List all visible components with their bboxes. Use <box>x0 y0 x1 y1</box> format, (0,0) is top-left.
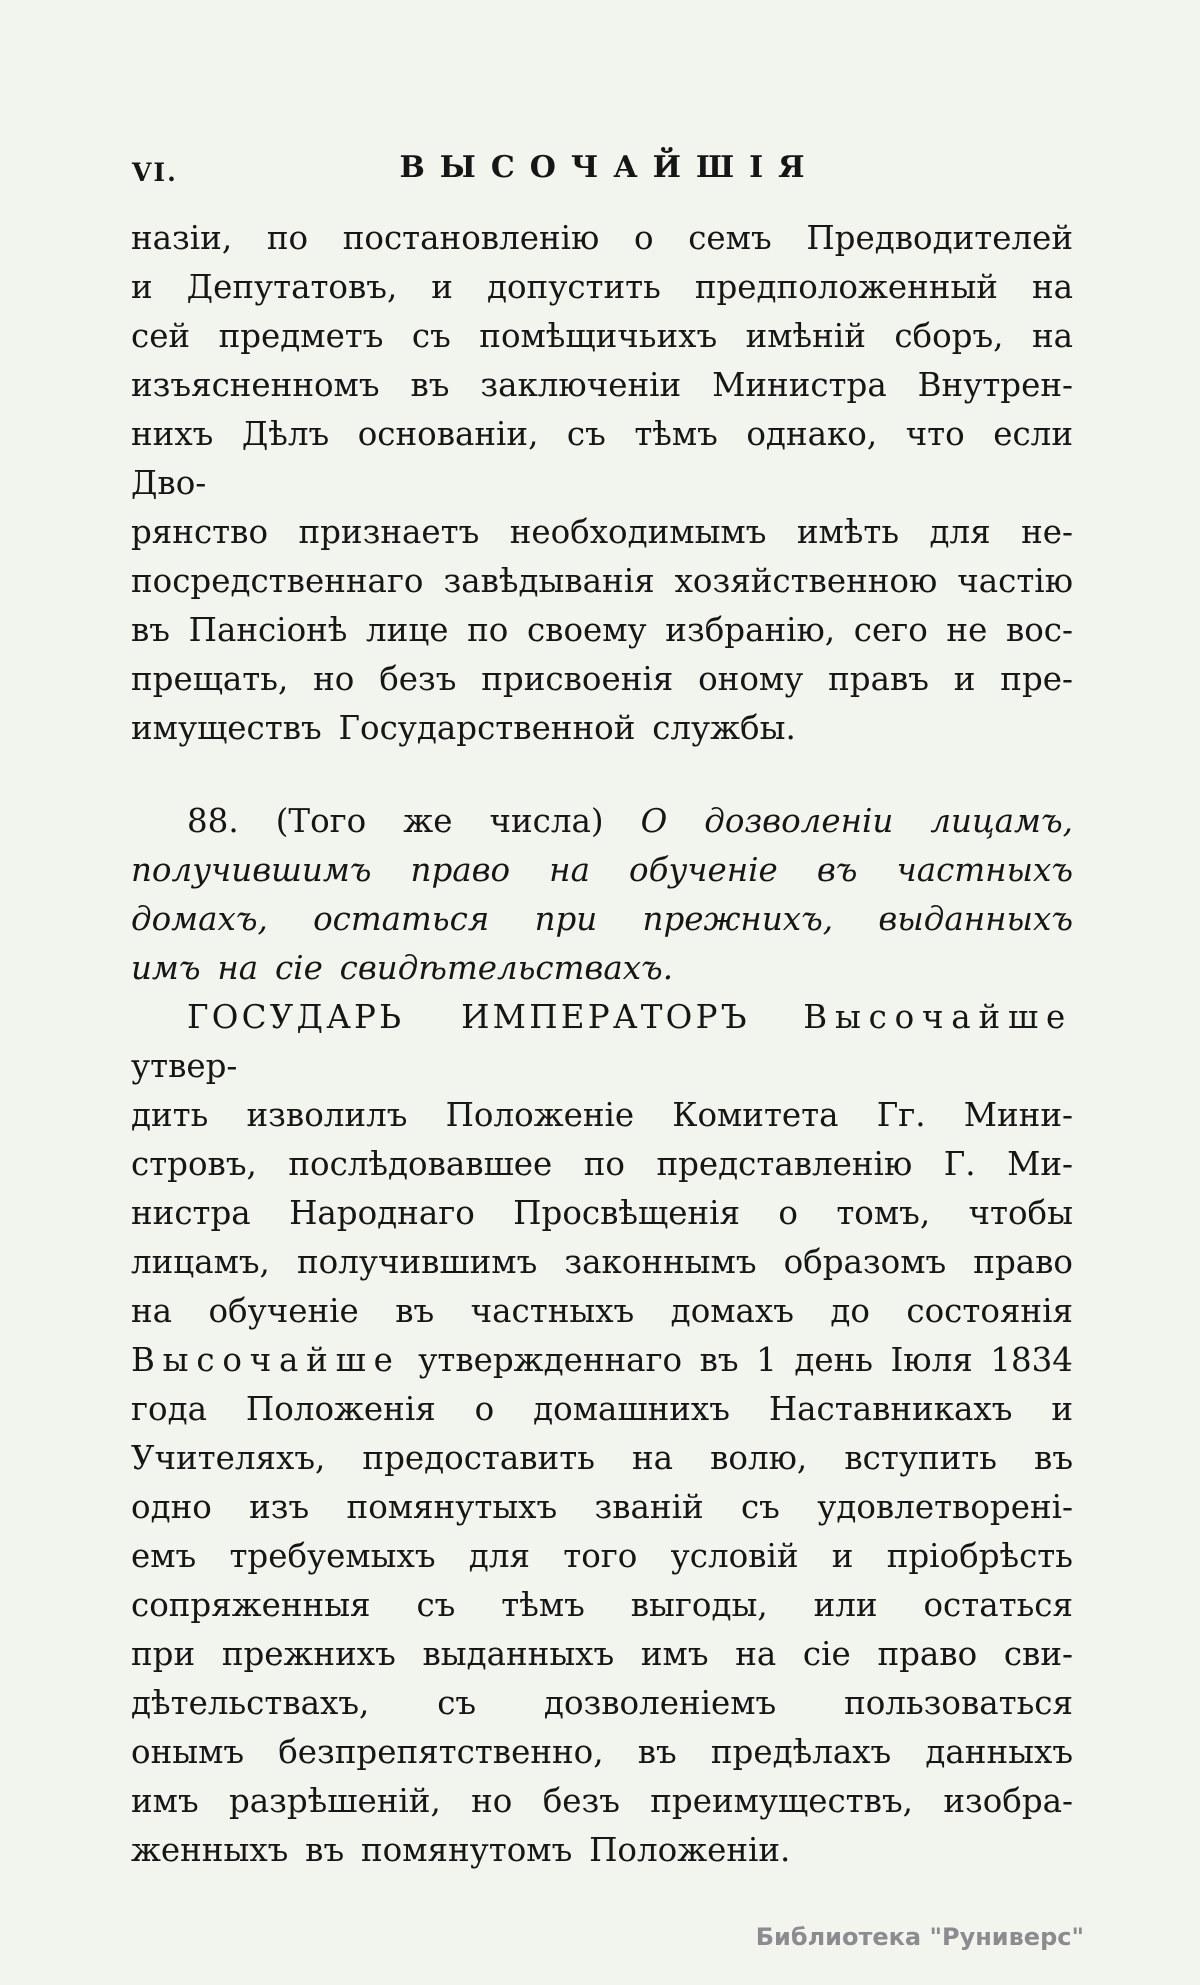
text-line: дѣтельствахъ, съ дозволеніемъ пользоваться <box>131 1684 1073 1722</box>
body-text <box>131 214 1073 1875</box>
text-line: женныхъ въ помянутомъ Положеніи. <box>131 1831 791 1869</box>
page-number: VI. <box>132 158 178 187</box>
section-88-heading <box>131 797 1073 993</box>
text-line: нистра Народнаго Просвѣщенія о томъ, чтобы <box>131 1194 1073 1232</box>
text-line: Учителяхъ, предоставить на волю, вступить въ <box>131 1439 1073 1477</box>
text-line: имъ разрѣшеній, но безъ преимуществъ, изобра- <box>131 1782 1073 1820</box>
page-header <box>130 150 1074 194</box>
line-rest: утвержденнаго въ 1 день Іюля 1834 <box>418 1341 1073 1379</box>
text-line: въ Пансіонѣ лице по своему избранію, сего не вос- <box>131 611 1073 649</box>
text-line: и Депутатовъ, и допустить предположенный на <box>131 268 1073 306</box>
text-line: посредственнаго завѣдыванія хозяйственною частію <box>131 562 1073 600</box>
section-title-start: О дозволеніи лицамъ, <box>640 802 1073 840</box>
line-rest: утвер- <box>131 1047 238 1085</box>
text-line: лицамъ, получившимъ законнымъ образомъ право <box>131 1243 1073 1281</box>
text-line: изъясненномъ въ заключеніи Министра Внутрен- <box>131 366 1073 404</box>
text-line: на обученіе въ частныхъ домахъ до состоянія <box>131 1292 1073 1330</box>
text-line: сей предметъ съ помѣщичьихъ имѣній сборъ, на <box>131 317 1073 355</box>
text-line: онымъ безпрепятственно, въ предѣлахъ данныхъ <box>131 1733 1073 1771</box>
spaced-word: Высочайше <box>803 998 1073 1036</box>
library-watermark: Библиотека "Руниверс" <box>755 1923 1084 1951</box>
section-number-and-date: 88. (Того же числа) <box>187 802 604 840</box>
text-line: имъ на сіе свидѣтельствахъ. <box>131 949 674 987</box>
imperial-title: ГОСУДАРЬ ИМПЕРАТОРЪ <box>187 998 750 1036</box>
text-line: рянство признаетъ необходимымъ имѣть для не- <box>131 513 1073 551</box>
text-line <box>131 993 1073 1091</box>
text-line <box>131 797 1073 846</box>
text-line: получившимъ право на обученіе въ частныхъ <box>131 851 1073 889</box>
text-line: емъ требуемыхъ для того условій и пріобрѣсть <box>131 1537 1073 1575</box>
paragraph-1 <box>131 214 1073 753</box>
text-line: при прежнихъ выданныхъ имъ на сіе право сви- <box>131 1635 1073 1673</box>
text-line: одно изъ помянутыхъ званій съ удовлетворені- <box>131 1488 1073 1526</box>
running-title: ВЫСОЧАЙШІЯ <box>399 150 820 185</box>
text-line: стровъ, послѣдовавшее по представленію Г. Ми- <box>131 1145 1073 1183</box>
text-line: имуществъ Государственной службы. <box>131 709 796 747</box>
text-line: дить изволилъ Положеніе Комитета Гг. Мини- <box>131 1096 1073 1134</box>
text-line: назіи, по постановленію о семъ Предводителей <box>131 219 1073 257</box>
text-line <box>131 1336 1073 1385</box>
text-line: сопряженныя съ тѣмъ выгоды, или остаться <box>131 1586 1073 1624</box>
text-line: прещать, но безъ присвоенія оному правъ и пре- <box>131 660 1073 698</box>
text-line: года Положенія о домашнихъ Наставникахъ и <box>131 1390 1073 1428</box>
text-line: нихъ Дѣлъ основаніи, съ тѣмъ однако, что если Дво- <box>131 415 1073 502</box>
paragraph-2 <box>131 993 1073 1875</box>
spaced-word: Высочайше <box>131 1341 401 1379</box>
text-line: домахъ, остаться при прежнихъ, выданныхъ <box>131 900 1073 938</box>
